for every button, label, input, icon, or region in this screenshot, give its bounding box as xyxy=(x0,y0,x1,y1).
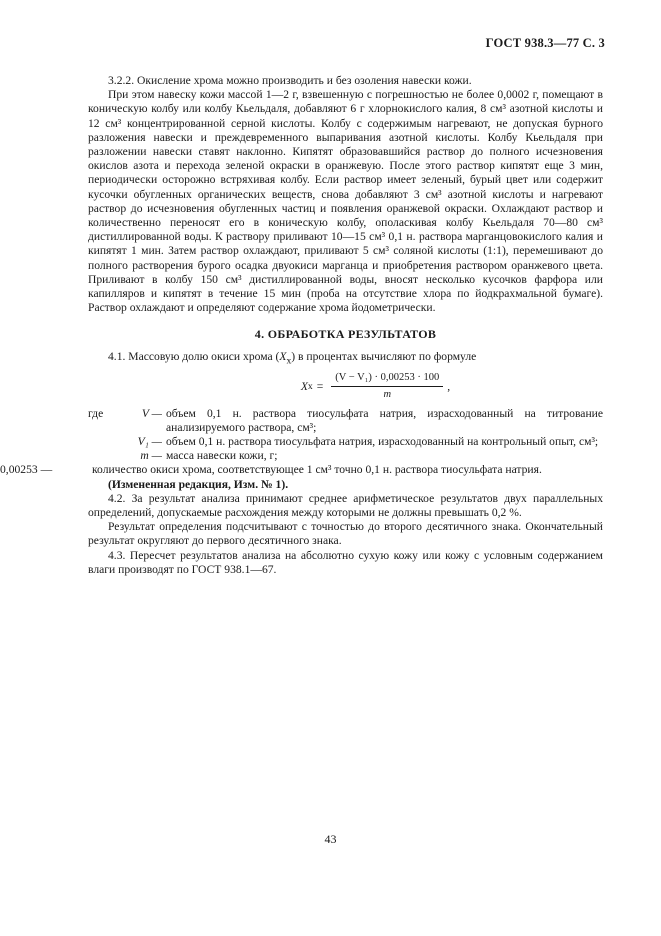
formula-fraction xyxy=(331,371,443,402)
p4-1-sub: x xyxy=(286,354,292,366)
variable-description: масса навески кожи, г; xyxy=(166,449,278,463)
formula xyxy=(148,371,603,402)
variable-definitions xyxy=(0,406,603,478)
paragraph-4-1 xyxy=(88,350,603,369)
variable-symbol: m — xyxy=(140,449,162,463)
document-code-header: ГОСТ 938.3—77 С. 3 xyxy=(485,36,605,50)
where-word: где xyxy=(88,406,104,420)
paragraph-4-2: 4.2. За результат анализа принимают среднее арифметическое результатов двух параллельных определений, допускаемые расхождения между которыми не должны превышать 0,2 %. xyxy=(88,491,603,519)
p4-1-suffix: ) в процентах вычисляют по формуле xyxy=(291,349,477,363)
p4-1-var: X xyxy=(279,349,287,363)
section-title: 4. ОБРАБОТКА РЕЗУЛЬТАТОВ xyxy=(254,327,437,342)
variable-description: объем 0,1 н. раствора тиосульфата натрия, израсходованный на титрование анализируемого раствора, см³; xyxy=(166,406,603,434)
paragraph-4-3: 4.3. Пересчет результатов анализа на абсолютно сухую кожу или кожу с условным содержанием влаги производят по ГОСТ 938.1—67. xyxy=(88,548,603,576)
paragraph-3-2-2-procedure: При этом навеску кожи массой 1—2 г, взвешенную с погрешностью не более 0,0002 г, помещают в коническую колбу или колбу Кьельдаля, добавляют 6 г хлорнокислого калия, 8 см³ азотной кислоты и 12 см³ концентрированной серной кислоты. Колбу с содержимым нагревают, не допуская бурного разложения навески и преждевременного выпаривания азотной кислоты. Колбу Кьельдаля при разложении навески ставят наклонно. Кипятят образовавшийся раствор до полного исчезновения окислов азота и перехода зеленой окраски в оранжевую. После этого раствор кипятят еще 3 мин, периодически осторожно встряхивая колбу. Если раствор имеет зеленый, бурый цвет или содержит кусочки обугленных органических веществ, снова добавляют 3 см³ азотной кислоты и нагревают раствор до исчезновения обугленных частиц и появления оранжевой окраски. Охлаждают раствор и количественно переносят его в коническую колбу, ополаскивая колбу Кьельдаля 70—80 см³ дистиллированной воды. К раствору приливают 10—15 см³ 0,1 н. раствора марганцовокислого калия и кипятят 1 мин. Затем раствор охлаждают, приливают 5 см³ соляной кислоты (1:1), перемешивают до полного растворения бурого осадка двуокиси марганца и приобретения раствором оранжевого цвета. Приливают в колбу 150 см³ дистиллированной воды, вносят несколько кусочков фарфора или капилляров и кипятят в течение 15 мин (проба на отсутствие хлора по йодкрахмальной бумаге). Раствор охлаждают и определяют содержание хрома йодометрически. xyxy=(88,88,603,315)
variable-symbol: V — xyxy=(141,406,162,420)
variable-row xyxy=(0,463,603,477)
page-number: 43 xyxy=(324,832,337,846)
variable-description: объем 0,1 н. раствора тиосульфата натрия, израсходованный на контрольный опыт, см³; xyxy=(166,434,599,448)
variable-row xyxy=(88,435,603,449)
formula-trailing-comma: , xyxy=(447,379,451,393)
variable-row xyxy=(88,449,603,463)
paragraph-4-2-rounding: Результат определения подсчитывают с точностью до второго десятичного знака. Окончательный результат округляют до первого десятичного знака. xyxy=(88,520,603,548)
formula-numerator: (V − V₁) · 0,00253 · 100 xyxy=(331,371,443,387)
variable-row xyxy=(88,407,603,435)
document-body xyxy=(0,74,603,577)
formula-lhs-sub: x xyxy=(307,380,313,392)
variable-description: количество окиси хрома, соответствующее 1 см³ точно 0,1 н. раствора тиосульфата натрия. xyxy=(92,463,542,477)
formula-denominator: m xyxy=(383,389,392,401)
formula-equals: = xyxy=(316,379,324,393)
formula-lhs: X xyxy=(300,379,308,393)
paragraph-3-2-2: 3.2.2. Окисление хрома можно производить и без озоления навески кожи. xyxy=(108,74,472,87)
p4-1-prefix: 4.1. Массовую долю окиси хрома ( xyxy=(108,349,280,363)
variable-symbol: V₁ — xyxy=(137,434,162,448)
amendment-note: (Измененная редакция, Изм. № 1). xyxy=(108,477,289,491)
variable-symbol: 0,00253 — xyxy=(0,463,53,477)
